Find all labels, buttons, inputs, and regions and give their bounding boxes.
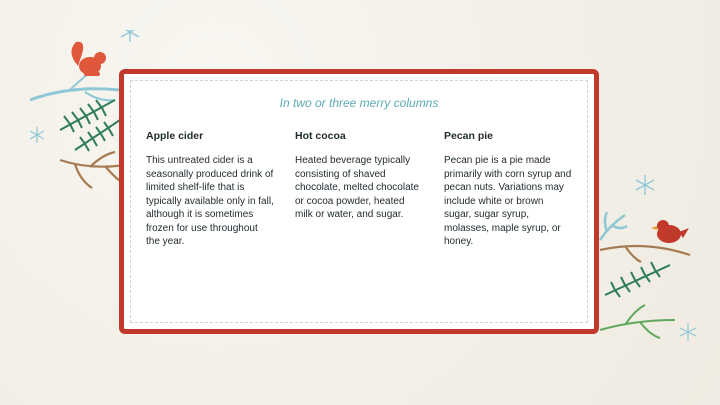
- column-body: Pecan pie is a pie made primarily with corn syrup and pecan nuts. Variations may include white or brown sugar, sugar syrup, molasses, maple syrup, or honey.: [444, 155, 572, 247]
- right-branch-decoration: [595, 170, 715, 360]
- snowflake-icon: [680, 323, 696, 341]
- column-body: This untreated cider is a seasonally produced drink of limited shelf-life that is typically available only in fall, although it is sometimes frozen for use throughout the year.: [146, 155, 274, 247]
- bird-icon: [651, 220, 689, 243]
- snowflake-icon: [121, 30, 139, 42]
- snowflake-icon: [636, 175, 654, 195]
- column-body: Heated beverage typically consisting of shaved chocolate, melted chocolate or cocoa powder, heated milk or water, and sugar.: [295, 155, 419, 220]
- squirrel-icon: [71, 42, 106, 76]
- slide-subtitle: In two or three merry columns: [279, 96, 439, 110]
- column-hot-cocoa: [295, 130, 423, 222]
- column-pecan-pie: [444, 130, 572, 249]
- snowflake-icon: [30, 127, 44, 143]
- column-heading: Hot cocoa: [295, 130, 346, 142]
- column-heading: Apple cider: [146, 130, 204, 142]
- content-frame: [119, 69, 599, 334]
- column-apple-cider: [146, 130, 274, 249]
- column-heading: Pecan pie: [444, 130, 494, 142]
